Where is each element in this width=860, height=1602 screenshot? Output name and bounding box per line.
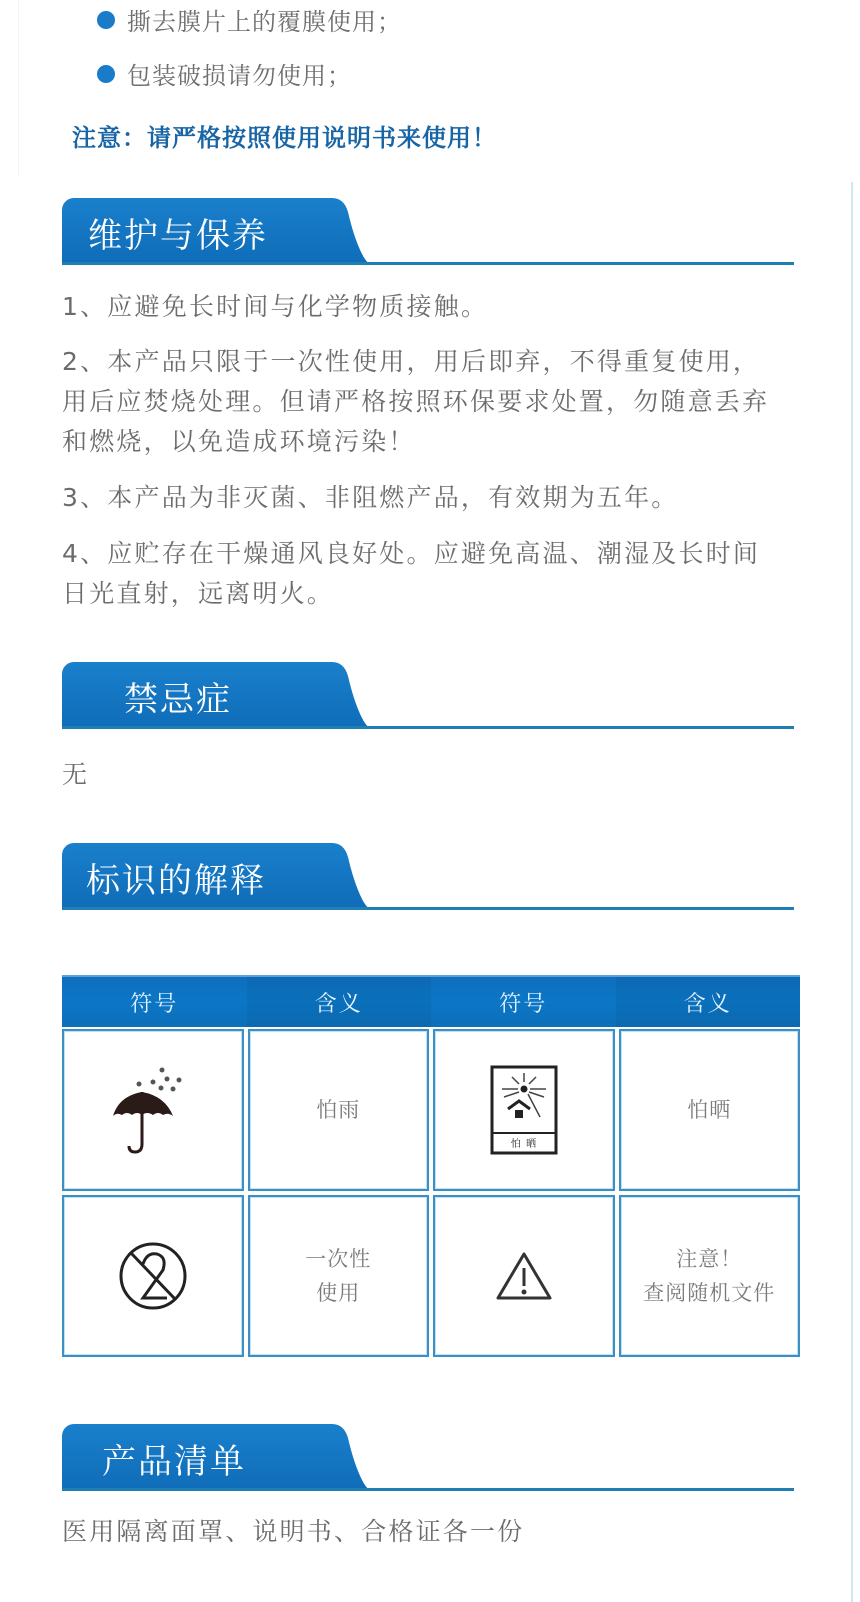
column-header-meaning: 含义 <box>616 977 801 1027</box>
symbol-meaning: 怕晒 <box>687 1098 732 1122</box>
section-divider <box>62 262 794 265</box>
bullet-icon <box>97 65 115 83</box>
maintenance-item: 4、应贮存在干燥通风良好处。应避免高温、潮湿及长时间日光直射，远离明火。 <box>62 539 761 608</box>
maintenance-item: 2、本产品只限于一次性使用，用后即弃，不得重复使用，用后应焚烧处理。但请严格按照环保要求处置，勿随意丢弃和燃烧，以免造成环境污染！ <box>62 347 770 456</box>
page-edge-rule <box>18 0 19 175</box>
section-divider <box>62 726 794 729</box>
table-cell <box>248 1195 430 1357</box>
table-cell <box>62 1195 244 1357</box>
svg-text:怕 晒: 怕 晒 <box>510 1139 537 1150</box>
keep-dry-umbrella-icon <box>105 1062 201 1158</box>
section-title: 维护与保养 <box>88 216 268 256</box>
do-not-reuse-icon <box>117 1240 189 1312</box>
product-list-text: 医用隔离面罩、说明书、合格证各一份 <box>62 1517 525 1546</box>
section-header-product-list <box>62 1424 794 1492</box>
table-cell <box>619 1195 801 1357</box>
notice-text: 注意：请严格按照使用说明书来使用！ <box>72 124 497 152</box>
section-divider <box>62 907 794 910</box>
section-header-symbols <box>62 843 794 911</box>
table-cell <box>433 1195 615 1357</box>
table-body <box>62 1027 800 1357</box>
section-title: 产品清单 <box>102 1442 246 1482</box>
bullet-icon <box>97 11 115 29</box>
table-cell <box>248 1029 430 1191</box>
table-cell <box>433 1029 615 1191</box>
column-header-symbol: 符号 <box>130 991 179 1017</box>
table-cell <box>62 1029 244 1191</box>
maintenance-item: 3、本产品为非灭菌、非阻燃产品，有效期为五年。 <box>62 483 679 512</box>
contraindications-text: 无 <box>62 760 90 789</box>
table-cell <box>619 1029 801 1191</box>
column-header-meaning: 含义 <box>247 977 432 1027</box>
page-edge-rule <box>851 182 853 1602</box>
bullet-text: 撕去膜片上的覆膜使用； <box>127 8 402 36</box>
section-title: 禁忌症 <box>124 680 232 720</box>
section-divider <box>62 1488 794 1491</box>
symbol-meaning-line: 使用 <box>316 1281 361 1305</box>
maintenance-item: 1、应避免长时间与化学物质接触。 <box>62 292 489 321</box>
section-header-contraindications <box>62 662 794 730</box>
keep-away-from-sunlight-icon <box>490 1065 558 1155</box>
section-title: 标识的解释 <box>86 861 266 901</box>
list-item <box>97 2 402 37</box>
symbols-table <box>62 975 800 1357</box>
section-header-maintenance <box>62 198 794 266</box>
symbol-meaning: 怕雨 <box>316 1098 361 1122</box>
bullet-text: 包装破损请勿使用； <box>127 62 352 90</box>
symbol-meaning-line: 查阅随机文件 <box>643 1281 776 1305</box>
column-header-symbol: 符号 <box>499 991 548 1017</box>
symbol-meaning-line: 注意！ <box>676 1247 743 1271</box>
table-header <box>62 975 800 1027</box>
caution-warning-icon <box>494 1250 554 1302</box>
list-item <box>97 56 352 91</box>
symbol-meaning-line: 一次性 <box>305 1247 372 1271</box>
